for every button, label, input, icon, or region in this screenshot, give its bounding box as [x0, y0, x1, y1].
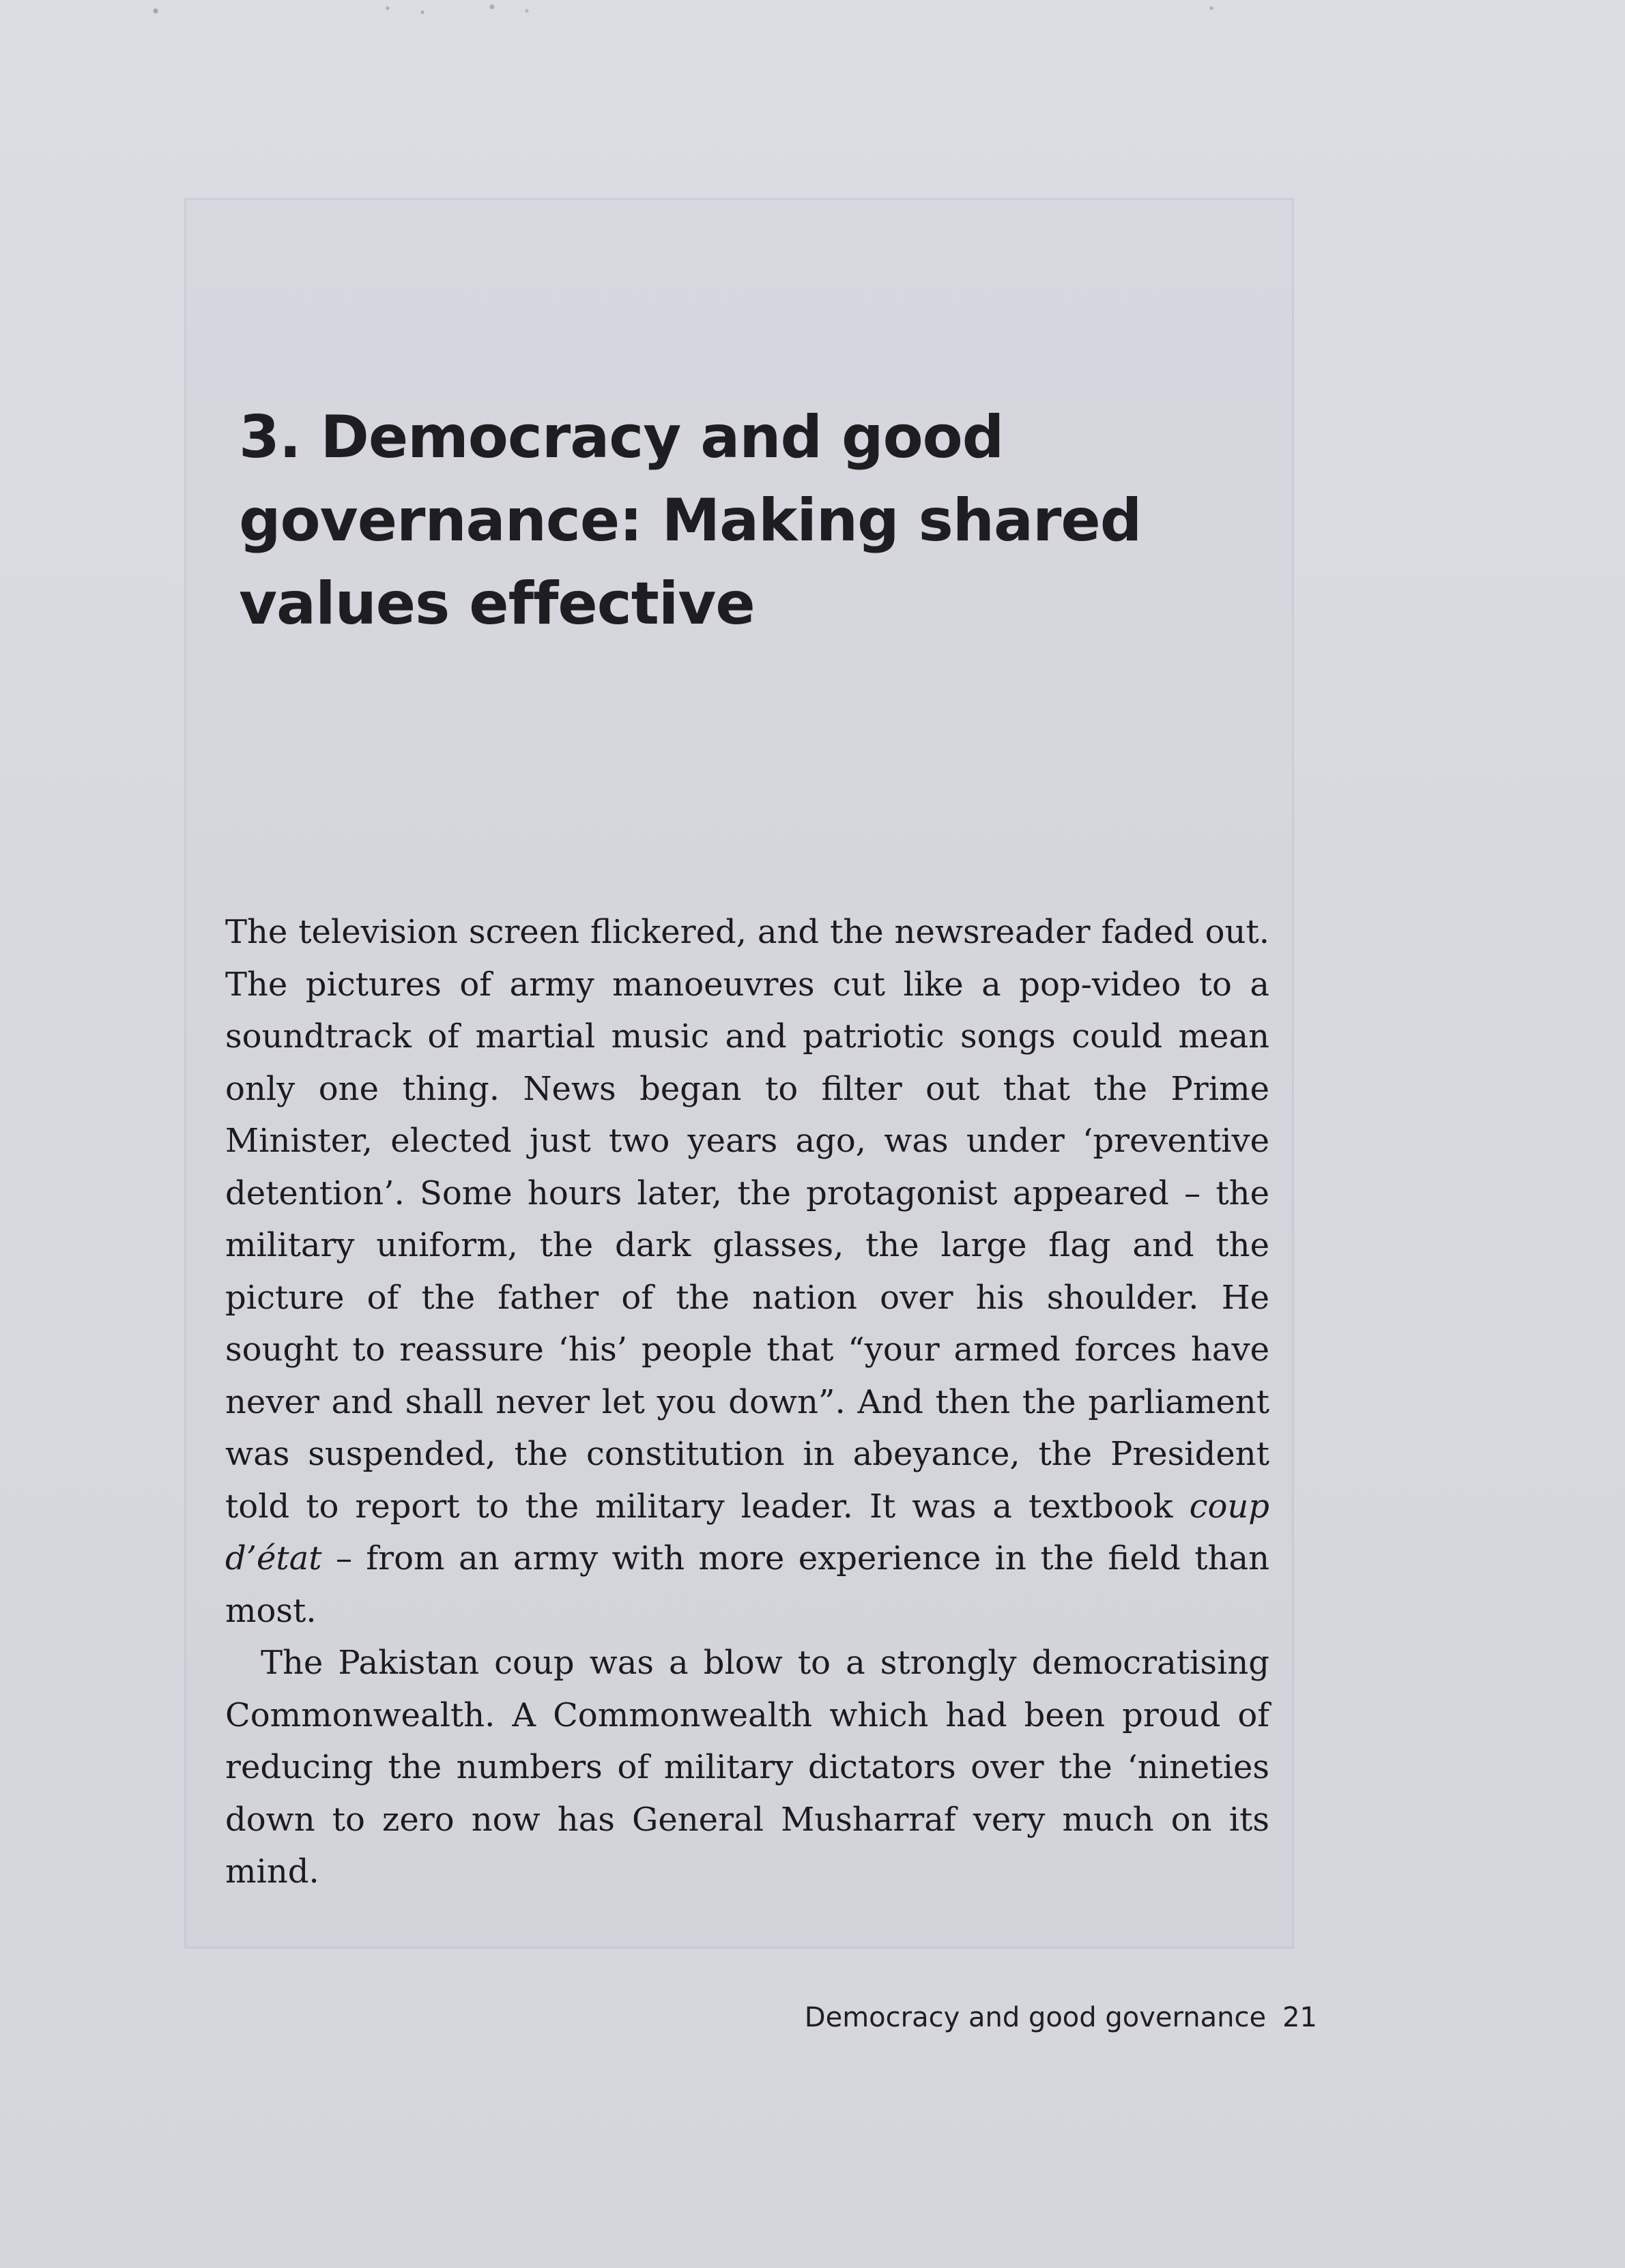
paragraph-1 [225, 906, 1269, 1637]
page-number: 21 [1282, 2002, 1317, 2033]
running-footer [751, 2001, 1317, 2035]
body-text [225, 906, 1269, 1898]
paragraph-1-text: The television screen flickered, and the newsreader faded out. The pictures of army manoeuvres cut like a pop-video to a soundtrack of martial music and patriotic songs could mean only one thing. News began to filter out that the Prime Minister, elected just two years ago, was under ‘preventive detention’. Some hours later, the protagonist appeared – the military uniform, the dark glasses, the large flag and the picture of the father of the nation over his shoulder. He sought to reassure ‘his’ people that “your armed forces have never and shall never let you down”. And then the parliament was suspended, the constitution in abeyance, the President told to report to the military leader. It was a textbook [225, 913, 1269, 1526]
paragraph-2: The Pakistan coup was a blow to a strongly democratising Commonwealth. A Commonwealth which had been proud of reducing the numbers of military dictators over the ‘nineties down to zero now has General Musharraf very much on its mind. [225, 1644, 1269, 1891]
running-head: Democracy and good governance [804, 2002, 1267, 2033]
chapter-title: 3. Democracy and good governance: Making shared values effective [239, 403, 1142, 638]
paragraph-1-italic-phrase: coup d’état [225, 1487, 1269, 1578]
paragraph-1-text-end: – from an army with more experience in the field than most. [225, 1539, 1269, 1630]
scan-specks [109, 0, 1269, 27]
